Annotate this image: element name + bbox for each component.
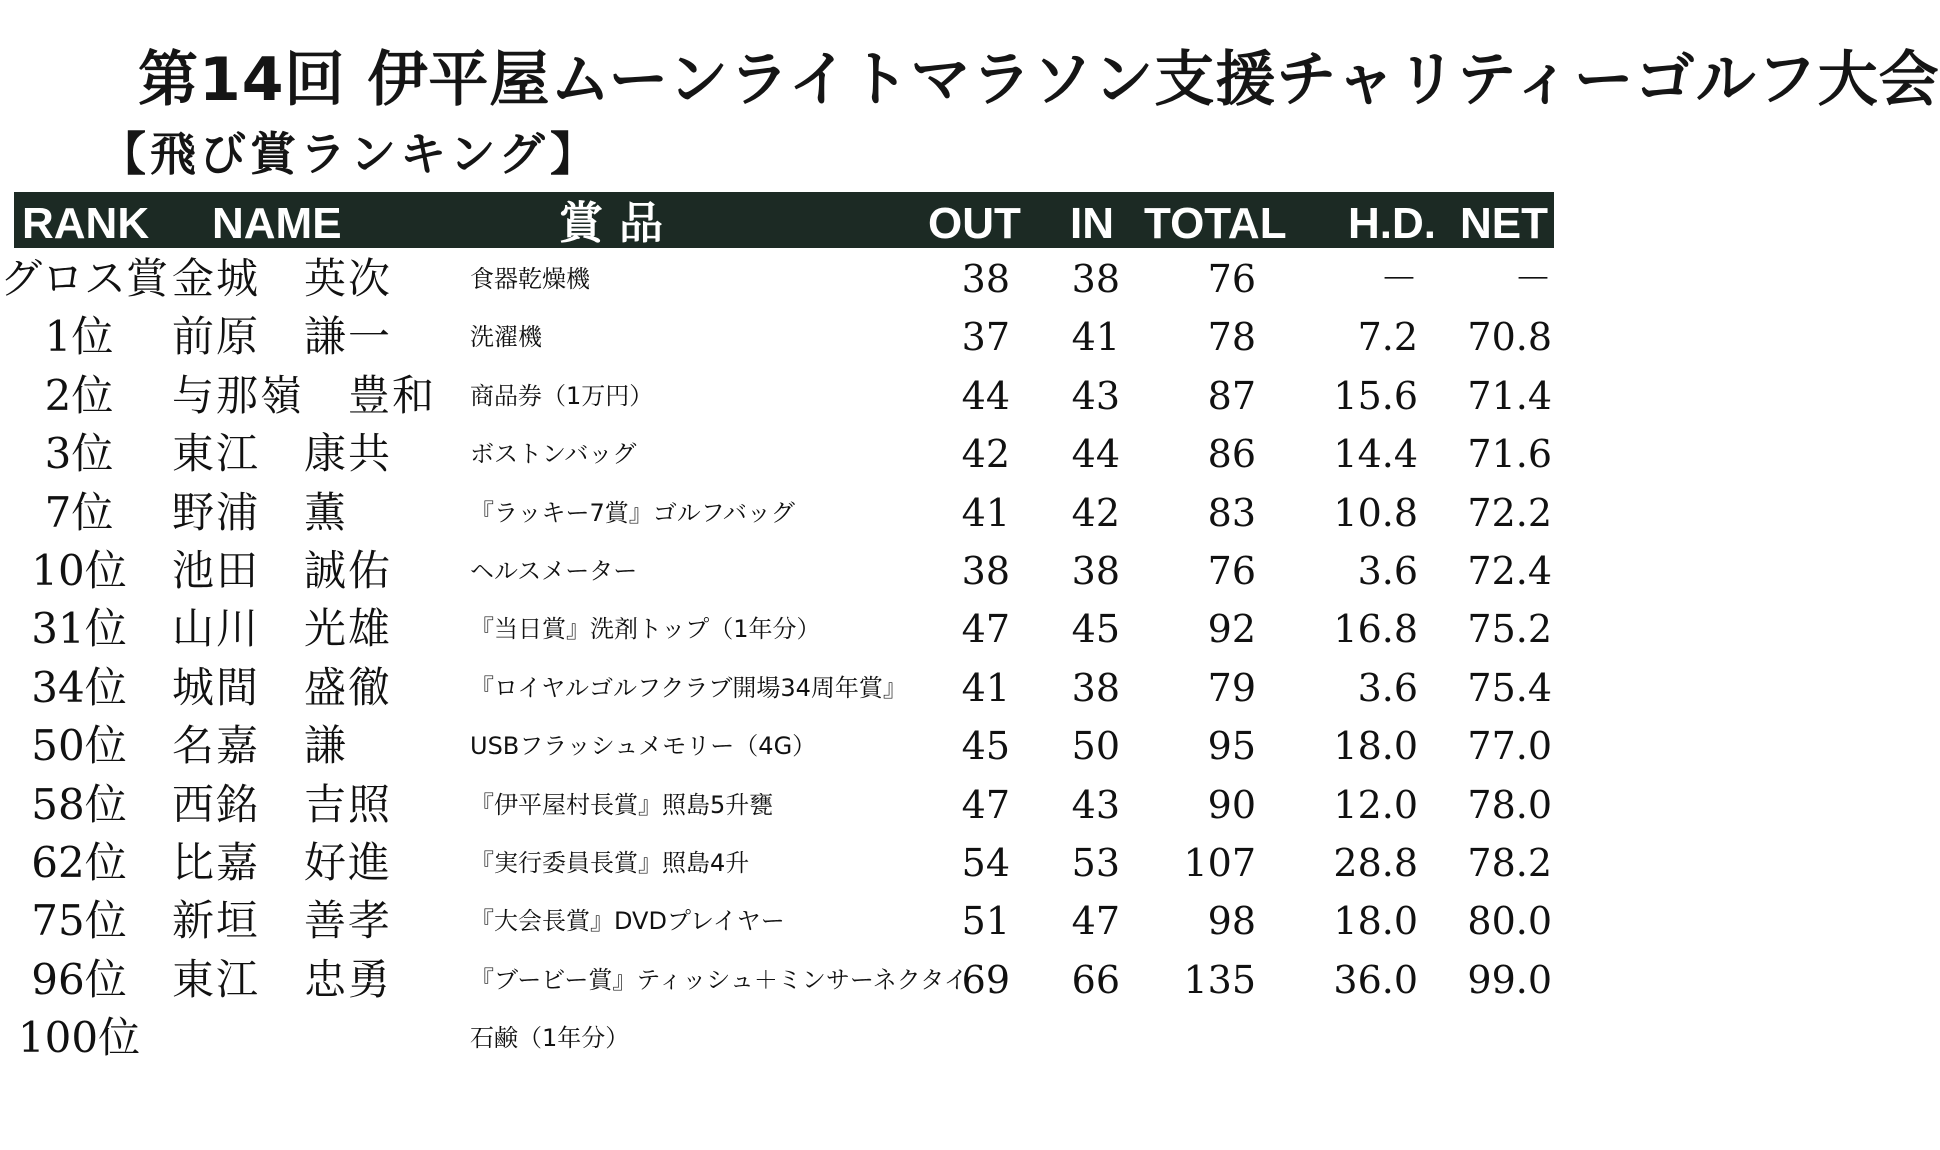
table-row xyxy=(0,834,1554,892)
name-cell: 比嘉 好進 xyxy=(172,837,393,887)
name-cell: 前原 謙一 xyxy=(172,312,393,362)
name-cell xyxy=(172,1009,472,1067)
in-cell: 44 xyxy=(1071,432,1120,477)
table-row xyxy=(0,308,1554,366)
rank-cell: 62位 xyxy=(31,837,127,887)
net-cell: 78.2 xyxy=(1467,840,1552,885)
out-cell: 54 xyxy=(961,840,1010,885)
net-cell: 78.0 xyxy=(1467,782,1552,827)
rank-cell: 31位 xyxy=(31,604,127,654)
table-header xyxy=(14,192,1554,248)
total-cell: 92 xyxy=(1207,607,1256,652)
out-cell: 37 xyxy=(961,315,1010,360)
rank-cell: 75位 xyxy=(31,896,127,946)
net-cell xyxy=(1440,1009,1552,1067)
table-row xyxy=(0,542,1554,600)
prize-cell: 『伊平屋村長賞』照島5升甕 xyxy=(470,790,774,819)
rank-cell: 58位 xyxy=(31,779,127,829)
name-cell: 新垣 善孝 xyxy=(172,896,393,946)
name-cell: 金城 英次 xyxy=(172,254,393,303)
net-cell: 72.2 xyxy=(1467,490,1552,535)
prize-cell: USBフラッシュメモリー（4G） xyxy=(470,732,817,761)
table-row xyxy=(0,425,1554,483)
handicap-cell: 18.0 xyxy=(1333,899,1418,944)
out-cell: 47 xyxy=(961,782,1010,827)
in-cell: 42 xyxy=(1071,490,1120,535)
table-row xyxy=(0,776,1554,834)
handicap-cell: 12.0 xyxy=(1333,782,1418,827)
in-cell: 66 xyxy=(1071,957,1120,1002)
name-cell: 池田 誠佑 xyxy=(172,545,393,595)
total-cell: 107 xyxy=(1183,840,1256,885)
in-cell xyxy=(1040,1009,1120,1067)
rank-cell: 50位 xyxy=(31,721,127,771)
handicap-cell: 15.6 xyxy=(1333,373,1418,418)
header-total: TOTAL xyxy=(1144,199,1287,248)
out-cell: 45 xyxy=(961,724,1010,769)
out-cell: 38 xyxy=(961,548,1010,593)
table-row xyxy=(0,892,1554,950)
total-cell: 95 xyxy=(1207,724,1256,769)
total-cell: 90 xyxy=(1207,782,1256,827)
total-cell: 76 xyxy=(1207,548,1256,593)
prize-cell: 商品券（1万円） xyxy=(470,381,654,410)
out-cell: 41 xyxy=(961,490,1010,535)
table-row xyxy=(0,367,1554,425)
handicap-cell: 16.8 xyxy=(1333,607,1418,652)
header-handicap: H.D. xyxy=(1348,199,1436,248)
handicap-cell: 18.0 xyxy=(1333,724,1418,769)
prize-cell: 『ラッキー7賞』ゴルフバッグ xyxy=(470,498,795,527)
table-row xyxy=(0,484,1554,542)
total-cell: 98 xyxy=(1207,899,1256,944)
prize-cell: 『大会長賞』DVDプレイヤー xyxy=(470,907,785,936)
table-row xyxy=(0,717,1554,775)
prize-cell: 食器乾燥機 xyxy=(470,265,590,293)
total-cell: 79 xyxy=(1207,665,1256,710)
out-cell xyxy=(930,1009,1010,1067)
section-subtitle: 【飛び賞ランキング】 xyxy=(100,127,600,181)
net-cell: 72.4 xyxy=(1467,548,1552,593)
table-row xyxy=(0,659,1554,717)
name-cell: 東江 康共 xyxy=(172,429,393,479)
handicap-cell: 10.8 xyxy=(1333,490,1418,535)
table-row xyxy=(0,250,1554,308)
name-cell: 与那嶺 豊和 xyxy=(172,370,437,420)
net-cell: 75.2 xyxy=(1467,607,1552,652)
rank-cell: グロス賞 xyxy=(0,254,169,303)
page-title: 第14回 伊平屋ムーンライトマラソン支援チャリティーゴルフ大会 xyxy=(138,45,1940,115)
rank-cell: 7位 xyxy=(44,487,114,537)
in-cell: 53 xyxy=(1071,840,1120,885)
name-cell: 西銘 吉照 xyxy=(172,779,393,829)
header-prize: 賞品 xyxy=(559,198,679,249)
net-cell: 71.4 xyxy=(1467,373,1552,418)
rank-cell: 3位 xyxy=(44,429,114,479)
table-row xyxy=(0,600,1554,658)
handicap-cell: 3.6 xyxy=(1357,665,1418,710)
handicap-cell: 7.2 xyxy=(1357,315,1418,360)
in-cell: 38 xyxy=(1071,548,1120,593)
header-out: OUT xyxy=(928,199,1021,248)
name-cell: 野浦 薫 xyxy=(172,487,349,537)
name-cell: 城間 盛徹 xyxy=(172,662,393,712)
name-cell: 名嘉 謙 xyxy=(172,721,349,771)
header-name: NAME xyxy=(212,199,342,248)
out-cell: 41 xyxy=(961,665,1010,710)
prize-cell: 『ブービー賞』ティッシュ＋ミンサーネクタイ xyxy=(470,965,968,994)
out-cell: 38 xyxy=(961,257,1010,301)
total-cell: 87 xyxy=(1207,373,1256,418)
rank-cell: 1位 xyxy=(44,312,114,362)
net-cell: 70.8 xyxy=(1467,315,1552,360)
in-cell: 43 xyxy=(1071,373,1120,418)
in-cell: 50 xyxy=(1071,724,1120,769)
handicap-cell: 3.6 xyxy=(1357,548,1418,593)
total-cell: 83 xyxy=(1207,490,1256,535)
name-cell: 山川 光雄 xyxy=(172,604,393,654)
handicap-cell: 36.0 xyxy=(1333,957,1418,1002)
net-cell: － xyxy=(1513,257,1552,301)
total-cell: 76 xyxy=(1207,257,1256,301)
out-cell: 44 xyxy=(961,373,1010,418)
ranking-table xyxy=(0,250,1554,1067)
prize-cell: ヘルスメーター xyxy=(470,556,638,585)
in-cell: 41 xyxy=(1071,315,1120,360)
total-cell xyxy=(1150,1009,1256,1067)
handicap-cell: － xyxy=(1379,257,1418,301)
name-cell: 東江 忠勇 xyxy=(172,954,393,1004)
header-in: IN xyxy=(1070,199,1114,248)
header-rank: RANK xyxy=(22,199,150,248)
net-cell: 80.0 xyxy=(1467,899,1552,944)
total-cell: 86 xyxy=(1207,432,1256,477)
handicap-cell: 14.4 xyxy=(1333,432,1418,477)
total-cell: 78 xyxy=(1207,315,1256,360)
rank-cell: 96位 xyxy=(31,954,127,1004)
handicap-cell xyxy=(1300,1009,1418,1067)
rank-cell: 10位 xyxy=(31,545,127,595)
prize-cell: 石鹸（1年分） xyxy=(470,1024,630,1053)
net-cell: 75.4 xyxy=(1467,665,1552,710)
net-cell: 77.0 xyxy=(1467,724,1552,769)
in-cell: 38 xyxy=(1071,665,1120,710)
rank-cell: 100位 xyxy=(17,1013,141,1063)
in-cell: 47 xyxy=(1071,899,1120,944)
out-cell: 69 xyxy=(961,957,1010,1002)
prize-cell: 洗濯機 xyxy=(470,323,542,352)
in-cell: 38 xyxy=(1071,257,1120,301)
in-cell: 43 xyxy=(1071,782,1120,827)
prize-cell: ボストンバッグ xyxy=(470,440,637,469)
rank-cell: 2位 xyxy=(44,370,114,420)
net-cell: 99.0 xyxy=(1467,957,1552,1002)
prize-cell: 『当日賞』洗剤トップ（1年分） xyxy=(470,615,821,644)
table-row xyxy=(0,1009,1554,1067)
out-cell: 47 xyxy=(961,607,1010,652)
in-cell: 45 xyxy=(1071,607,1120,652)
handicap-cell: 28.8 xyxy=(1333,840,1418,885)
prize-cell: 『ロイヤルゴルフクラブ開場34周年賞』 xyxy=(470,673,907,702)
header-net: NET xyxy=(1460,199,1548,248)
net-cell: 71.6 xyxy=(1467,432,1552,477)
prize-cell: 『実行委員長賞』照島4升 xyxy=(470,848,750,877)
total-cell: 135 xyxy=(1183,957,1256,1002)
out-cell: 42 xyxy=(961,432,1010,477)
rank-cell: 34位 xyxy=(31,662,127,712)
out-cell: 51 xyxy=(961,899,1010,944)
table-row xyxy=(0,951,1554,1009)
